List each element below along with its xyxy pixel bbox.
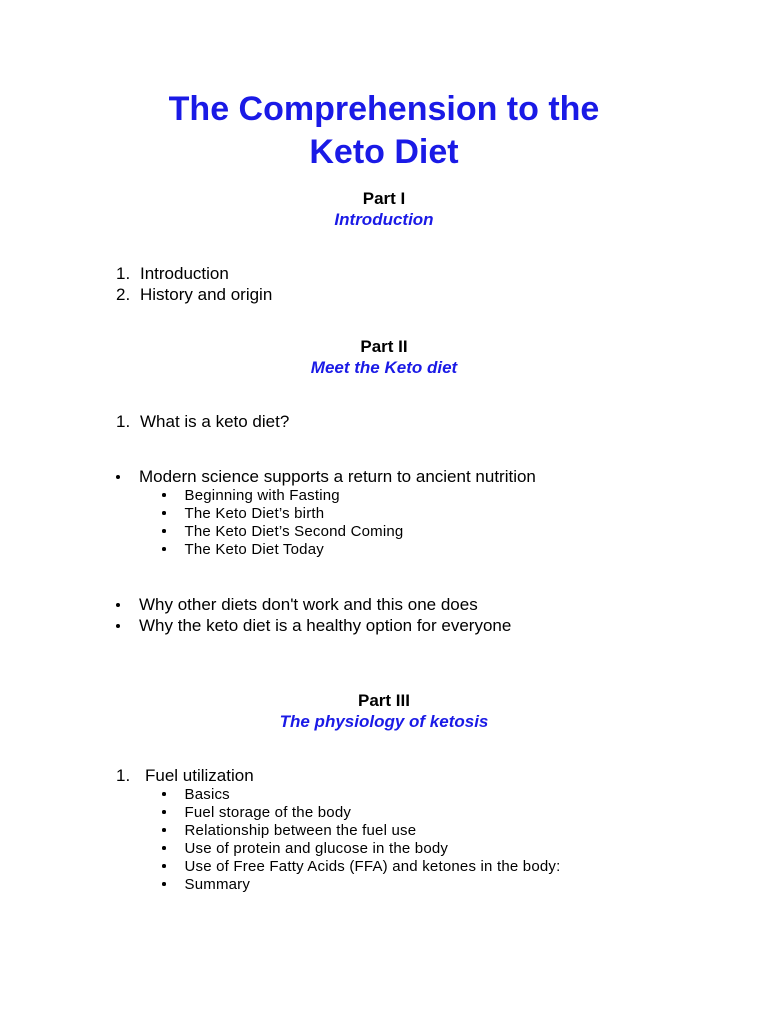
sub-bullet-item — [162, 876, 250, 894]
sub-bullet-text: Use of protein and glucose in the body — [184, 840, 449, 857]
list-item-number: 2. — [116, 285, 131, 304]
part-3-heading: Part III — [358, 691, 410, 710]
list-item — [116, 263, 229, 284]
bullet-icon — [116, 624, 120, 628]
bullet-icon — [116, 603, 120, 607]
sub-bullet-text: Relationship between the fuel use — [184, 822, 417, 839]
sub-bullet-text: Fuel storage of the body — [184, 804, 352, 821]
sub-bullet-text: The Keto Diet’s Second Coming — [184, 523, 404, 540]
bullet-icon — [162, 864, 166, 868]
part-1-subtitle: Introduction — [334, 210, 434, 229]
sub-bullet-item — [162, 505, 324, 523]
list-item — [116, 284, 272, 305]
sub-bullet-item — [162, 523, 403, 541]
bullet-icon — [162, 792, 166, 796]
part-2-heading: Part II — [360, 337, 408, 356]
page-title-line-1: The Comprehension to the — [168, 90, 600, 128]
sub-bullet-text: Beginning with Fasting — [184, 487, 340, 504]
sub-bullet-item — [162, 858, 560, 876]
bullet-icon — [162, 846, 166, 850]
sub-bullet-item — [162, 786, 230, 804]
list-item — [116, 765, 254, 786]
list-item-number: 1. — [116, 766, 131, 785]
page-title-line-2: Keto Diet — [309, 133, 459, 171]
page-title — [0, 88, 768, 174]
bullet-item — [116, 466, 536, 487]
list-item-number: 1. — [116, 412, 131, 431]
bullet-item-text: Why other diets don't work and this one does — [139, 595, 478, 614]
bullet-item — [116, 594, 478, 615]
bullet-icon — [162, 828, 166, 832]
bullet-item-text: Modern science supports a return to ancient nutrition — [139, 467, 536, 486]
list-item-number: 1. — [116, 264, 131, 283]
sub-bullet-text: The Keto Diet Today — [184, 541, 324, 558]
bullet-item-text: Why the keto diet is a healthy option for everyone — [139, 616, 512, 635]
bullet-item — [116, 615, 511, 636]
sub-bullet-item — [162, 804, 351, 822]
sub-bullet-item — [162, 541, 324, 559]
sub-bullet-item — [162, 822, 416, 840]
sub-bullet-text: Use of Free Fatty Acids (FFA) and ketones in the body: — [184, 858, 561, 875]
sub-bullet-item — [162, 840, 448, 858]
part-1-heading: Part I — [362, 189, 406, 208]
sub-bullet-text: The Keto Diet’s birth — [184, 505, 325, 522]
list-item-text: Introduction — [140, 264, 229, 283]
part-3-subtitle: The physiology of ketosis — [279, 712, 489, 731]
list-item-text: What is a keto diet? — [140, 412, 290, 431]
bullet-icon — [162, 810, 166, 814]
sub-bullet-text: Summary — [184, 876, 251, 893]
sub-bullet-text: Basics — [184, 786, 230, 803]
bullet-icon — [162, 547, 166, 551]
list-item-text: Fuel utilization — [145, 766, 254, 785]
bullet-icon — [162, 511, 166, 515]
list-item — [116, 411, 289, 432]
sub-bullet-item — [162, 487, 340, 505]
bullet-icon — [162, 529, 166, 533]
bullet-icon — [116, 475, 120, 479]
bullet-icon — [162, 882, 166, 886]
part-2-subtitle: Meet the Keto diet — [310, 358, 458, 377]
bullet-icon — [162, 493, 166, 497]
list-item-text: History and origin — [140, 285, 273, 304]
